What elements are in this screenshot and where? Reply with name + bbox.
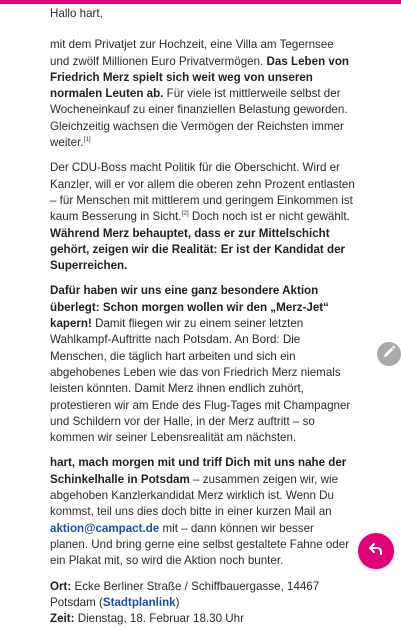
- p1-bold: Das Leben von Friedrich Merz spielt sich weit weg von unseren normalen Leuten ab.: [50, 54, 349, 101]
- top-accent-bar: [0, 0, 401, 4]
- location-label: Ort:: [50, 579, 72, 593]
- email-body: [50, 6, 355, 627]
- paragraph-4: [50, 455, 355, 569]
- pencil-icon: [382, 345, 396, 364]
- email-link[interactable]: aktion@campact.de: [50, 521, 160, 535]
- time-label: Zeit:: [50, 612, 75, 626]
- greeting: Hallo hart,: [50, 7, 103, 20]
- p1-text-2: Für viele ist mittlerweile selbst der Wocheneinkauf zu einer finanziellen Belastung geworden. Gleichzeitig wachsen die Vermögen der Reichsten immer weiter.: [50, 87, 348, 150]
- location-text: Ecke Berliner Straße / Schiffbauergasse, 14467 Potsdam (: [50, 579, 320, 609]
- paragraph-2: [50, 160, 355, 274]
- p2-text-2: Doch noch ist er nicht gewählt.: [188, 210, 350, 224]
- location-close: ): [175, 595, 180, 609]
- p4-text-2: mit – dann können wir besser planen. Und bring gerne eine selbst gestaltete Fahne oder ein Plakat mit, so wird die Aktion noch bunter.: [50, 521, 350, 568]
- paragraph-1: [50, 37, 355, 151]
- p1-text-1: mit dem Privatjet zur Hochzeit, eine Villa am Tegernsee und zwölf Millionen Euro Privatvermögen.: [50, 38, 334, 68]
- reply-button[interactable]: [358, 533, 394, 569]
- edit-button[interactable]: [377, 342, 401, 366]
- time-text: Dienstag, 18. Februar 18.30 Uhr: [74, 612, 244, 626]
- time-line: [50, 611, 355, 627]
- paragraph-3: [50, 283, 355, 446]
- map-link[interactable]: Stadtplanlink: [102, 595, 176, 609]
- reply-arrow-icon: [367, 540, 385, 563]
- p4-text-1: – zusammen zeigen wir, wie abgehoben Kanzlerkandidat Merz wirklich ist. Wenn Du kommst, teil uns dies doch bitte in einer kurzen Mail an: [50, 472, 339, 519]
- location-line: [50, 579, 355, 612]
- p2-bold: Während Merz behauptet, dass er zur Mittelschicht gehört, zeigen wir die Realität: Er ist der Kandidat der Superreichen.: [50, 226, 346, 273]
- p4-bold: hart, mach morgen mit und triff Dich mit uns nahe der Schinkelhalle in Potsdam: [50, 456, 347, 486]
- p3-text-1: Damit fliegen wir zu einem seiner letzten Wahlkampf-Auftritte nach Potsdam. An Bord: Die Menschen, die täglich hart arbeiten und sich ein abgehobenes Leben wie das von Friedrich Merz niemals leisten könnten. Damit Merz ihnen endlich zuhört, protestieren wir am Ende des Flug-Tages mit Champagner und Schildern vor der Halle, in der Merz auftritt – so kommen wir seiner Lebensrealität am nächsten.: [50, 317, 351, 445]
- p2-text-1: Der CDU-Boss macht Politik für die Oberschicht. Wird er Kanzler, will er vor allem die oberen zehn Prozent entlasten – für Menschen mit mittlerem und geringem Einkommen ist kaum Besserung in Sicht.: [50, 161, 355, 224]
- footnote-2[interactable]: [2]: [181, 210, 189, 218]
- footnote-1[interactable]: [1]: [83, 136, 91, 144]
- p3-bold: Dafür haben wir uns eine ganz besondere Aktion überlegt: Schon morgen wollen wir den „Merz-Jet“ kapern!: [50, 284, 329, 331]
